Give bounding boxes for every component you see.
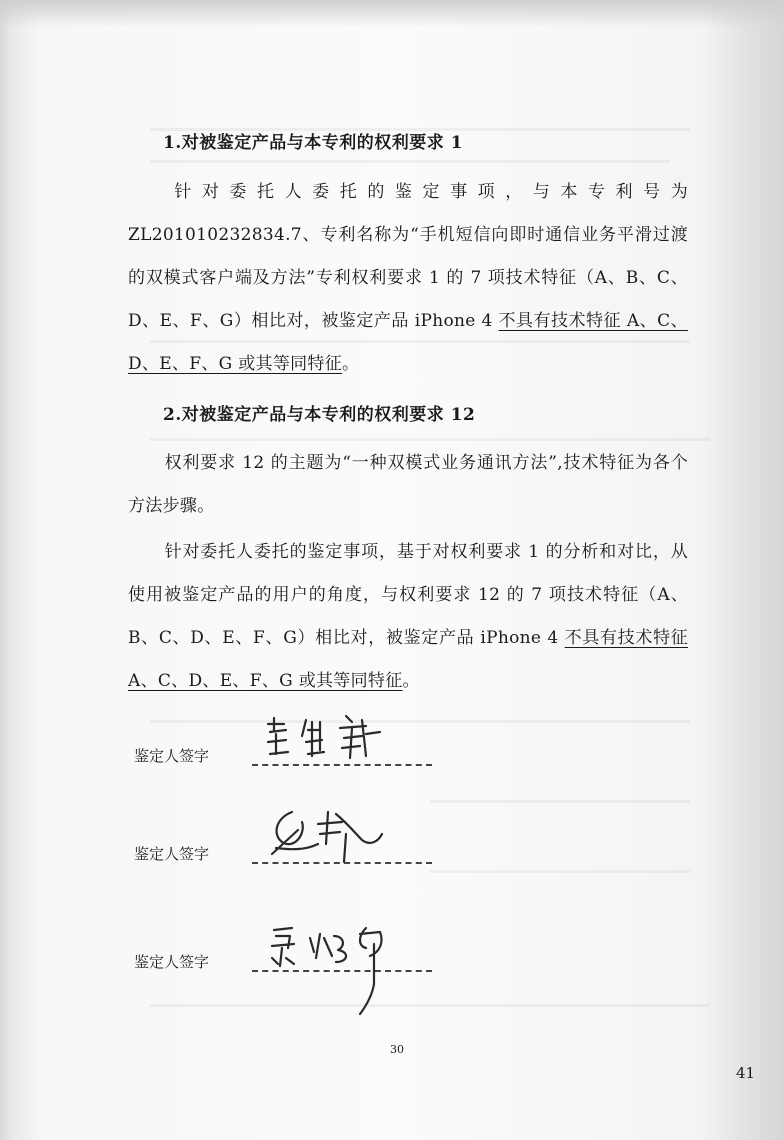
handwritten-signature-2 — [262, 804, 412, 866]
signature-row-2 — [134, 810, 454, 870]
section2-paragraph-2 — [128, 531, 688, 703]
page-number: 30 — [390, 1043, 404, 1056]
section2-underlined-text: 不具有技术特征 A、C、D、E、F、G 或其等同特征 — [128, 628, 688, 691]
signature-row-1 — [134, 712, 454, 772]
section1-text: 针对委托人委托的鉴定事项，与本专利号为 ZL201010232834.7、专利名称为“手机短信向即时通信业务平滑过渡的双模式客户端及方法”专利权利要求 1 的 7 项技术特征（A、B、C、D、E、F、G）相比对，被鉴定产品 iPhone 4 — [128, 182, 688, 331]
signature-label: 鉴定人签字 — [134, 747, 210, 765]
signature-label: 鉴定人签字 — [134, 845, 210, 863]
handwritten-signature-1 — [262, 710, 412, 768]
handwritten-signature-3 — [262, 922, 412, 1018]
section2-text-2: 针对委托人委托的鉴定事项，基于对权利要求 1 的分析和对比，从使用被鉴定产品的用户的角度，与权利要求 12 的 7 项技术特征（A、B、C、D、E、F、G）相比对，被鉴定产品 iPhone 4 — [128, 542, 688, 648]
signature-row-3 — [134, 918, 454, 978]
section1-underlined-text: 不具有技术特征 A、C、D、E、F、G 或其等同特征 — [128, 311, 688, 374]
section1-heading: 1.对被鉴定产品与本专利的权利要求 1 — [163, 133, 463, 153]
section1-text-end: 。 — [342, 354, 360, 374]
section1-paragraph — [128, 171, 688, 386]
section2-text-end: 。 — [402, 671, 420, 691]
section2-paragraph-1 — [128, 442, 688, 528]
signature-label: 鉴定人签字 — [134, 953, 210, 971]
section2-text-1: 权利要求 12 的主题为“一种双模式业务通讯方法”,技术特征为各个方法步骤。 — [128, 453, 688, 516]
section2-heading: 2.对被鉴定产品与本专利的权利要求 12 — [163, 405, 476, 425]
corner-page-number: 41 — [736, 1064, 756, 1082]
